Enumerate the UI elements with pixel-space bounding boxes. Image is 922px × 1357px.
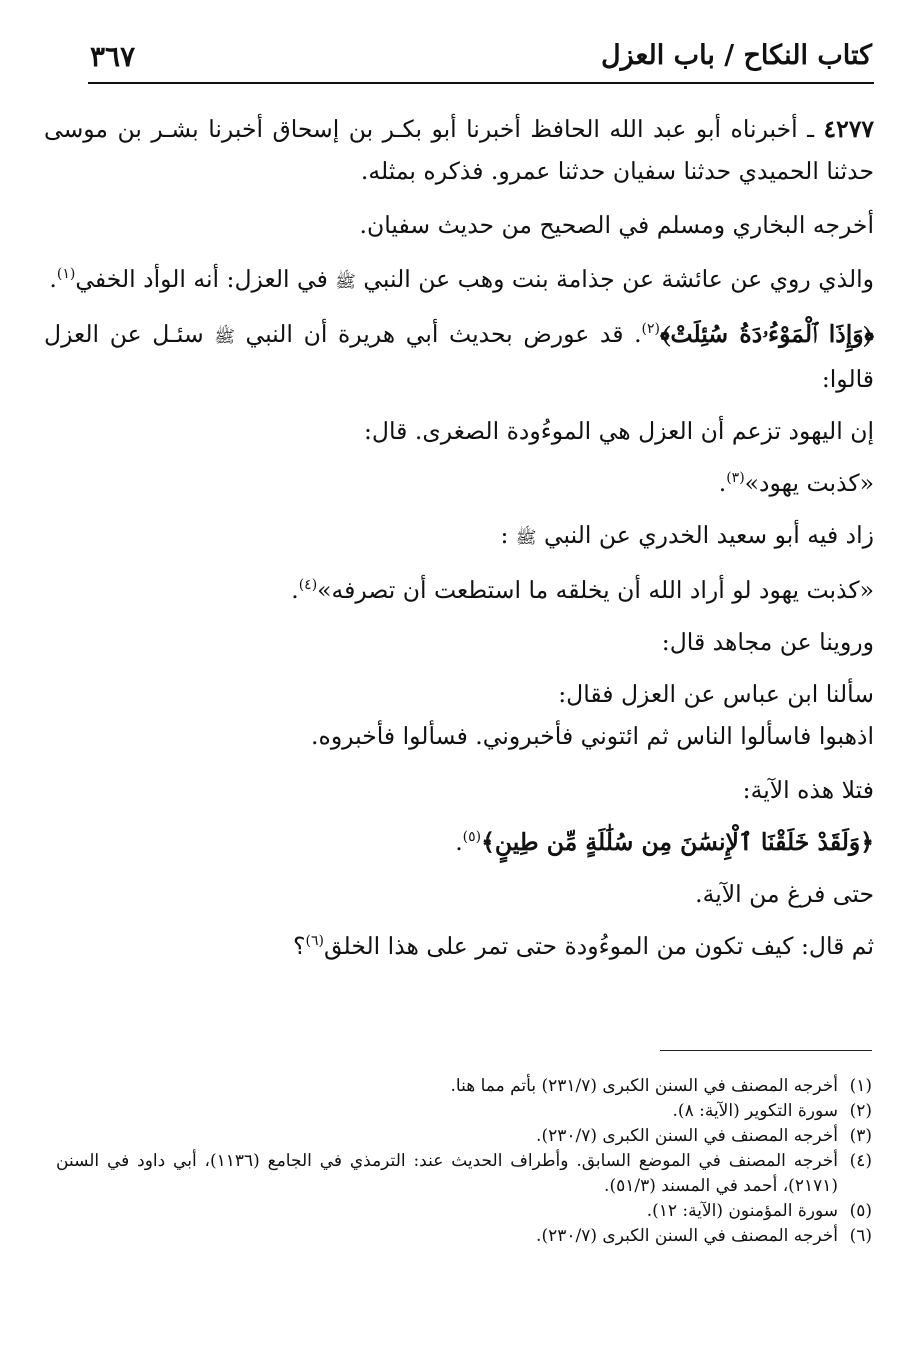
footnote-ref: (١) <box>56 266 76 283</box>
text-line: إن اليهود تزعم أن العزل هي الموءُودة الصغرى. قال: <box>364 417 874 445</box>
text-line: وروينا عن مجاهد قال: <box>661 628 874 656</box>
footnote-number: (٦) <box>849 1226 872 1246</box>
footnote-4 <box>56 1149 872 1199</box>
footnote-text: أخرجه المصنف في السنن الكبرى (٢٣١/٧) بأتم مما هنا. <box>450 1076 838 1096</box>
page-number: ٣٦٧ <box>90 40 136 73</box>
text-segment: . <box>455 828 463 856</box>
quote-line <box>44 569 874 611</box>
text-segment: . قد عورض بحديث أبي هريرة أن النبي <box>245 320 642 348</box>
text-segment: والذي روي عن عائشة عن جذامة بنت وهب عن النبي <box>363 265 874 293</box>
footnote-number: (٤) <box>849 1151 872 1171</box>
text-segment: . <box>49 265 57 293</box>
verse-line <box>44 821 874 863</box>
text-line: اذهبوا فاسألوا الناس ثم ائتوني فأخبروني. فسألوا فأخبروه. <box>311 722 874 750</box>
verse-paragraph <box>44 313 874 400</box>
text-segment: . <box>291 576 299 604</box>
footnote-separator <box>660 1050 872 1051</box>
footnote-ref: (٣) <box>726 470 745 487</box>
quran-verse: ﴿وَإِذَا ٱلْمَوْءُۥدَةُ سُئِلَتْ﴾ <box>660 320 874 348</box>
quran-verse: ﴿وَلَقَدْ خَلَقْنَا ٱلْإِنسَٰنَ مِن سُلَٰلَةٍ مِّن طِينٍ﴾ <box>481 828 874 856</box>
text-segment: ثم قال: كيف تكون من الموءُودة حتى تمر على هذا الخلق <box>323 932 874 960</box>
text-line: سألنا ابن عباس عن العزل فقال: <box>558 680 874 708</box>
running-title: كتاب النكاح / باب العزل <box>601 40 872 71</box>
text-line: حتى فرغ من الآية. <box>695 880 874 908</box>
text-line <box>44 514 874 559</box>
takhrij-paragraph: أخرجه البخاري ومسلم في الصحيح من حديث سفيان. <box>359 211 874 239</box>
text-segment: زاد فيه أبو سعيد الخدري عن النبي <box>543 521 874 549</box>
main-text <box>44 108 874 967</box>
salla-glyph: ﷺ <box>515 528 537 548</box>
text-line <box>44 925 874 967</box>
hadith-text: ـ أخبرناه أبو عبد الله الحافظ أخبرنا أبو بكـر بن إسحاق أخبرنا بشـر بن موسى حدثنا الحميدي حدثنا سفيان حدثنا عمرو. فذكره بمثله. <box>44 115 874 185</box>
text-segment: في العزل: أنه الوأد الخفي <box>75 265 336 293</box>
salla-glyph: ﷺ <box>214 327 235 347</box>
text-segment: سئـل عن العزل قالوا: <box>44 320 874 393</box>
footnote-text: سورة المؤمنون (الآية: ١٢). <box>646 1201 838 1221</box>
text-segment: «كذبت يهود لو أراد الله أن يخلقه ما استطعت أن تصرفه» <box>317 576 874 604</box>
footnote-text: أخرجه المصنف في السنن الكبرى (٢٣٠/٧). <box>536 1126 838 1146</box>
footnote-number: (٢) <box>849 1101 872 1121</box>
quote-line <box>44 462 874 504</box>
footnote-number: (١) <box>849 1076 872 1096</box>
hadith-4277 <box>44 108 874 192</box>
footnote-2 <box>56 1099 872 1124</box>
footnote-text: سورة التكوير (الآية: ٨). <box>672 1101 838 1121</box>
footnote-1 <box>56 1074 872 1099</box>
footnote-text: أخرجه المصنف في الموضع السابق. وأطراف الحديث عند: الترمذي في الجامع (١١٣٦)، أبي داود في السنن (٢١٧١)، أحمد في المسند (٥١/٣). <box>56 1151 838 1196</box>
text-segment: : <box>500 521 509 549</box>
footnote-number: (٥) <box>849 1201 872 1221</box>
footnote-number: (٣) <box>849 1126 872 1146</box>
footnote-ref: (٢) <box>641 321 661 338</box>
footnote-5 <box>56 1199 872 1224</box>
header-rule <box>88 82 874 84</box>
footnote-text: أخرجه المصنف في السنن الكبرى (٢٣٠/٧). <box>536 1226 838 1246</box>
footnote-ref: (٤) <box>298 577 318 594</box>
footnotes <box>56 1074 872 1249</box>
aisha-paragraph <box>44 258 874 303</box>
text-segment: ؟ <box>293 932 306 960</box>
salla-glyph: ﷺ <box>335 272 356 292</box>
text-line: فتلا هذه الآية: <box>742 776 874 804</box>
text-segment: «كذبت يهود» <box>744 469 874 497</box>
footnote-ref: (٦) <box>305 933 324 950</box>
hadith-number: ٤٢٧٧ <box>823 115 874 143</box>
footnote-ref: (٥) <box>462 829 482 846</box>
text-segment: . <box>718 469 727 497</box>
footnote-6 <box>56 1224 872 1249</box>
footnote-3 <box>56 1124 872 1149</box>
page-header <box>90 38 872 78</box>
